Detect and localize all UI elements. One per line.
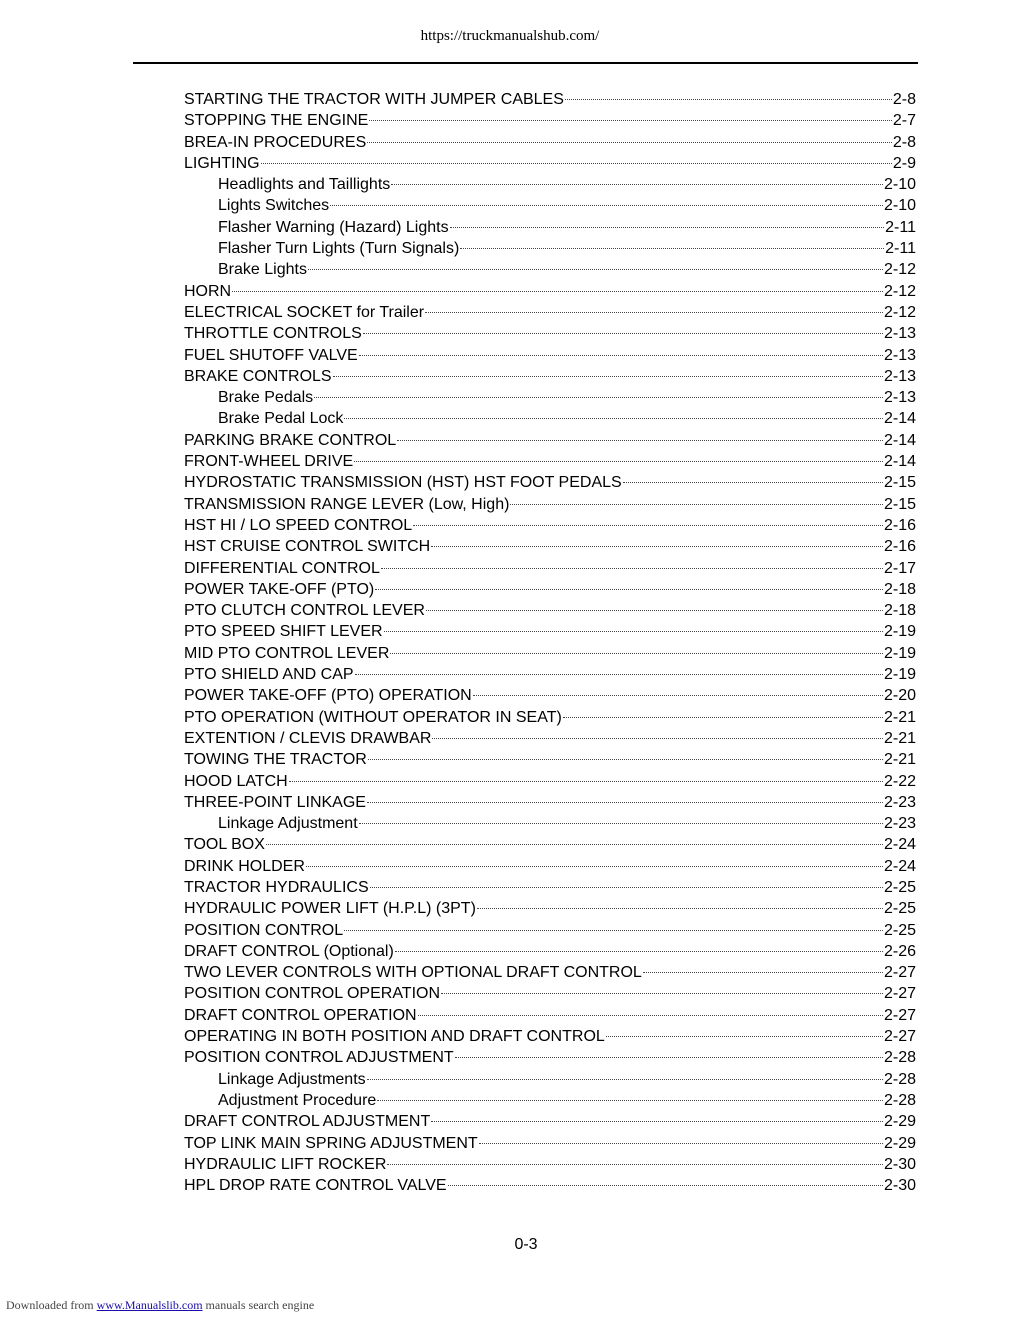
toc-entry-page: 2-28 <box>883 1049 916 1067</box>
toc-entry[interactable] <box>184 323 916 344</box>
toc-entry-title: Flasher Warning (Hazard) Lights <box>218 218 449 236</box>
toc-entry[interactable] <box>184 877 916 898</box>
toc-dot-leader <box>369 120 892 121</box>
toc-entry-title: OPERATING IN BOTH POSITION AND DRAFT CONTROL <box>184 1028 605 1046</box>
toc-entry[interactable] <box>184 558 916 579</box>
toc-entry-title: PTO SHIELD AND CAP <box>184 666 354 684</box>
toc-dot-leader <box>565 99 892 100</box>
toc-entry-title: TOWING THE TRACTOR <box>184 751 367 769</box>
toc-entry[interactable] <box>184 771 916 792</box>
toc-entry-page: 2-22 <box>883 772 916 790</box>
toc-entry[interactable] <box>184 1175 916 1196</box>
toc-entry-title: DRAFT CONTROL OPERATION <box>184 1006 417 1024</box>
toc-dot-leader <box>473 695 883 696</box>
toc-entry-page: 2-27 <box>883 1006 916 1024</box>
toc-entry-title: PTO SPEED SHIFT LEVER <box>184 623 383 641</box>
toc-entry[interactable] <box>184 132 916 153</box>
footer <box>6 1298 314 1313</box>
toc-dot-leader <box>344 418 883 419</box>
toc-entry-page: 2-25 <box>883 878 916 896</box>
toc-entry[interactable] <box>184 1047 916 1068</box>
toc-dot-leader <box>375 589 883 590</box>
toc-entry-title: BRAKE CONTROLS <box>184 367 332 385</box>
toc-entry-title: POSITION CONTROL ADJUSTMENT <box>184 1049 454 1067</box>
toc-entry-page: 2-27 <box>883 1028 916 1046</box>
toc-entry-page: 2-14 <box>883 453 916 471</box>
toc-entry-title: THREE-POINT LINKAGE <box>184 793 366 811</box>
toc-entry-title: DRAFT CONTROL (Optional) <box>184 942 394 960</box>
toc-entry-title: LIGHTING <box>184 154 260 172</box>
toc-entry-page: 2-28 <box>883 1070 916 1088</box>
toc-entry[interactable] <box>184 238 916 259</box>
toc-entry-title: POWER TAKE-OFF (PTO) OPERATION <box>184 687 472 705</box>
toc-dot-leader <box>441 993 883 994</box>
toc-entry-title: Headlights and Taillights <box>218 176 391 194</box>
toc-dot-leader <box>391 184 883 185</box>
toc-entry[interactable] <box>184 1005 916 1026</box>
toc-entry-title: POSITION CONTROL OPERATION <box>184 985 441 1003</box>
toc-entry-title: HORN <box>184 282 232 300</box>
toc-entry-title: Adjustment Procedure <box>218 1091 377 1109</box>
toc-dot-leader <box>368 759 883 760</box>
toc-entry-page: 2-10 <box>883 176 916 194</box>
toc-entry-page: 2-12 <box>883 261 916 279</box>
toc-entry-page: 2-17 <box>883 559 916 577</box>
footer-prefix: Downloaded from <box>6 1298 97 1312</box>
toc-dot-leader <box>344 930 883 931</box>
toc-entry-page: 2-13 <box>883 325 916 343</box>
toc-dot-leader <box>370 887 883 888</box>
toc-dot-leader <box>308 269 883 270</box>
toc-entry-title: FRONT-WHEEL DRIVE <box>184 453 354 471</box>
toc-entry[interactable] <box>184 834 916 855</box>
toc-dot-leader <box>477 908 883 909</box>
toc-dot-leader <box>460 248 884 249</box>
toc-entry-page: 2-16 <box>883 516 916 534</box>
toc-entry-title: THROTTLE CONTROLS <box>184 325 362 343</box>
toc-dot-leader <box>359 355 883 356</box>
toc-entry-title: HYDRAULIC POWER LIFT (H.P.L) (3PT) <box>184 900 476 918</box>
toc-entry-page: 2-25 <box>883 900 916 918</box>
toc-entry[interactable] <box>184 408 916 429</box>
toc-entry-title: HST HI / LO SPEED CONTROL <box>184 516 413 534</box>
toc-entry[interactable] <box>184 302 916 323</box>
footer-suffix: manuals search engine <box>202 1298 315 1312</box>
toc-dot-leader <box>606 1036 883 1037</box>
toc-dot-leader <box>355 674 883 675</box>
toc-entry[interactable] <box>184 856 916 877</box>
toc-entry-title: TOOL BOX <box>184 836 265 854</box>
toc-entry-page: 2-27 <box>883 964 916 982</box>
toc-entry[interactable] <box>184 451 916 472</box>
toc-entry[interactable] <box>184 153 916 174</box>
toc-dot-leader <box>395 951 883 952</box>
toc-entry-title: TWO LEVER CONTROLS WITH OPTIONAL DRAFT CONTROL <box>184 964 642 982</box>
toc-entry-page: 2-24 <box>883 857 916 875</box>
toc-dot-leader <box>623 482 883 483</box>
toc-dot-leader <box>377 1100 883 1101</box>
toc-entry[interactable] <box>184 536 916 557</box>
toc-entry-title: BREA-IN PROCEDURES <box>184 133 367 151</box>
toc-entry[interactable] <box>184 259 916 280</box>
toc-dot-leader <box>450 227 885 228</box>
toc-entry-title: EXTENTION / CLEVIS DRAWBAR <box>184 729 432 747</box>
toc-entry[interactable] <box>184 89 916 110</box>
toc-entry-title: HPL DROP RATE CONTROL VALVE <box>184 1177 447 1195</box>
toc-entry-title: ELECTRICAL SOCKET for Trailer <box>184 303 425 321</box>
toc-dot-leader <box>479 1143 883 1144</box>
toc-entry-page: 2-8 <box>892 133 916 151</box>
toc-entry-page: 2-23 <box>883 815 916 833</box>
toc-entry[interactable] <box>184 494 916 515</box>
toc-dot-leader <box>418 1015 883 1016</box>
toc-entry-page: 2-19 <box>883 644 916 662</box>
toc-entry-page: 2-11 <box>885 240 916 258</box>
toc-entry-page: 2-21 <box>883 729 916 747</box>
toc-entry[interactable] <box>184 217 916 238</box>
toc-entry-title: MID PTO CONTROL LEVER <box>184 644 390 662</box>
toc-entry-title: TRACTOR HYDRAULICS <box>184 878 369 896</box>
toc-entry[interactable] <box>184 345 916 366</box>
toc-entry-page: 2-30 <box>883 1155 916 1173</box>
toc-entry[interactable] <box>184 941 916 962</box>
toc-entry-page: 2-14 <box>883 410 916 428</box>
toc-dot-leader <box>289 781 883 782</box>
toc-dot-leader <box>367 802 883 803</box>
toc-entry-page: 2-13 <box>883 389 916 407</box>
toc-entry-title: Brake Pedal Lock <box>218 410 344 428</box>
toc-dot-leader <box>330 205 883 206</box>
toc-entry-title: HST CRUISE CONTROL SWITCH <box>184 538 431 556</box>
toc-entry[interactable] <box>184 983 916 1004</box>
toc-entry-title: Lights Switches <box>218 197 330 215</box>
toc-entry-page: 2-15 <box>883 495 916 513</box>
toc-entry[interactable] <box>184 792 916 813</box>
toc-dot-leader <box>390 653 883 654</box>
toc-entry[interactable] <box>184 1154 916 1175</box>
toc-entry-page: 2-19 <box>883 666 916 684</box>
manualslib-link[interactable]: www.Manualslib.com <box>96 1298 203 1312</box>
toc-dot-leader <box>510 504 883 505</box>
header-rule <box>133 62 918 64</box>
toc-dot-leader <box>367 1079 883 1080</box>
toc-entry-title: POWER TAKE-OFF (PTO) <box>184 580 375 598</box>
toc-entry-title: Brake Lights <box>218 261 307 279</box>
header-url: https://truckmanualshub.com/ <box>420 28 600 44</box>
toc-entry-page: 2-18 <box>883 602 916 620</box>
toc-dot-leader <box>381 568 883 569</box>
toc-entry[interactable] <box>184 643 916 664</box>
toc-entry-page: 2-24 <box>883 836 916 854</box>
toc-entry-page: 2-10 <box>883 197 916 215</box>
toc-entry-title: TRANSMISSION RANGE LEVER (Low, High) <box>184 495 510 513</box>
toc-entry-title: Linkage Adjustment <box>218 815 358 833</box>
toc-dot-leader <box>397 440 883 441</box>
toc-dot-leader <box>363 333 883 334</box>
toc-entry[interactable] <box>184 281 916 302</box>
toc-entry-page: 2-7 <box>892 112 916 130</box>
toc-entry[interactable] <box>184 387 916 408</box>
toc-entry[interactable] <box>184 962 916 983</box>
toc-dot-leader <box>448 1185 883 1186</box>
toc-dot-leader <box>333 376 883 377</box>
toc-dot-leader <box>426 610 883 611</box>
toc-entry-page: 2-19 <box>883 623 916 641</box>
toc-entry[interactable] <box>184 920 916 941</box>
toc-dot-leader <box>387 1164 883 1165</box>
toc-entry-page: 2-23 <box>883 793 916 811</box>
toc-entry[interactable] <box>184 1090 916 1111</box>
toc-dot-leader <box>261 163 892 164</box>
toc-entry-title: DRINK HOLDER <box>184 857 305 875</box>
toc-entry[interactable] <box>184 600 916 621</box>
toc-entry[interactable] <box>184 515 916 536</box>
toc-entry[interactable] <box>184 1111 916 1132</box>
toc-entry-page: 2-25 <box>883 921 916 939</box>
toc-entry[interactable] <box>184 664 916 685</box>
toc-entry-title: PARKING BRAKE CONTROL <box>184 431 397 449</box>
toc-entry[interactable] <box>184 728 916 749</box>
toc-entry-title: PTO CLUTCH CONTROL LEVER <box>184 602 425 620</box>
toc-dot-leader <box>413 525 883 526</box>
toc-entry-page: 2-21 <box>883 751 916 769</box>
toc-entry[interactable] <box>184 1069 916 1090</box>
toc-entry-page: 2-30 <box>883 1177 916 1195</box>
toc-entry-page: 2-12 <box>883 282 916 300</box>
toc-entry-page: 2-13 <box>883 367 916 385</box>
toc-entry-page: 2-15 <box>883 474 916 492</box>
toc-dot-leader <box>359 823 883 824</box>
toc-entry-page: 2-18 <box>883 580 916 598</box>
toc-entry-page: 2-16 <box>883 538 916 556</box>
toc-entry[interactable] <box>184 898 916 919</box>
toc-entry-title: STOPPING THE ENGINE <box>184 112 369 130</box>
toc-dot-leader <box>432 738 883 739</box>
toc-dot-leader <box>563 717 883 718</box>
toc-entry[interactable] <box>184 174 916 195</box>
toc-entry[interactable] <box>184 430 916 451</box>
table-of-contents <box>184 89 916 1196</box>
toc-entry-page: 2-20 <box>883 687 916 705</box>
toc-entry[interactable] <box>184 1026 916 1047</box>
toc-entry-title: PTO OPERATION (WITHOUT OPERATOR IN SEAT) <box>184 708 562 726</box>
toc-entry-page: 2-12 <box>883 303 916 321</box>
toc-entry-page: 2-28 <box>883 1091 916 1109</box>
toc-entry-page: 2-14 <box>883 431 916 449</box>
toc-dot-leader <box>643 972 883 973</box>
toc-entry-title: Brake Pedals <box>218 389 314 407</box>
toc-entry[interactable] <box>184 1133 916 1154</box>
toc-dot-leader <box>367 142 892 143</box>
toc-dot-leader <box>431 1121 883 1122</box>
toc-entry[interactable] <box>184 685 916 706</box>
toc-entry-page: 2-11 <box>885 218 916 236</box>
toc-entry-title: DRAFT CONTROL ADJUSTMENT <box>184 1113 431 1131</box>
toc-entry-title: Flasher Turn Lights (Turn Signals) <box>218 240 460 258</box>
toc-entry[interactable] <box>184 195 916 216</box>
toc-dot-leader <box>455 1057 883 1058</box>
toc-entry[interactable] <box>184 707 916 728</box>
toc-entry-page: 2-9 <box>892 154 916 172</box>
toc-dot-leader <box>354 461 883 462</box>
toc-dot-leader <box>314 397 883 398</box>
toc-dot-leader <box>266 844 883 845</box>
toc-entry[interactable] <box>184 621 916 642</box>
toc-dot-leader <box>431 546 883 547</box>
toc-entry-title: Linkage Adjustments <box>218 1070 366 1088</box>
toc-dot-leader <box>306 866 883 867</box>
toc-entry-title: HYDRAULIC LIFT ROCKER <box>184 1155 387 1173</box>
toc-entry[interactable] <box>184 366 916 387</box>
toc-entry-page: 2-8 <box>892 91 916 108</box>
toc-dot-leader <box>425 312 883 313</box>
toc-entry-page: 2-29 <box>883 1134 916 1152</box>
toc-entry[interactable] <box>184 579 916 600</box>
toc-entry[interactable] <box>184 472 916 493</box>
page-number: 0-3 <box>514 1236 538 1253</box>
toc-entry-title: TOP LINK MAIN SPRING ADJUSTMENT <box>184 1134 478 1152</box>
toc-entry-title: HYDROSTATIC TRANSMISSION (HST) HST FOOT PEDALS <box>184 474 622 492</box>
toc-entry-title: DIFFERENTIAL CONTROL <box>184 559 380 577</box>
toc-dot-leader <box>232 291 883 292</box>
toc-entry[interactable] <box>184 813 916 834</box>
toc-entry-page: 2-13 <box>883 346 916 364</box>
toc-entry-title: STARTING THE TRACTOR WITH JUMPER CABLES <box>184 91 564 108</box>
toc-entry-title: HOOD LATCH <box>184 772 288 790</box>
toc-entry[interactable] <box>184 110 916 131</box>
toc-entry-page: 2-26 <box>883 942 916 960</box>
toc-entry-page: 2-27 <box>883 985 916 1003</box>
toc-entry-title: FUEL SHUTOFF VALVE <box>184 346 358 364</box>
toc-entry[interactable] <box>184 749 916 770</box>
toc-dot-leader <box>384 631 883 632</box>
toc-entry-page: 2-29 <box>883 1113 916 1131</box>
toc-entry-page: 2-21 <box>883 708 916 726</box>
toc-entry-title: POSITION CONTROL <box>184 921 344 939</box>
